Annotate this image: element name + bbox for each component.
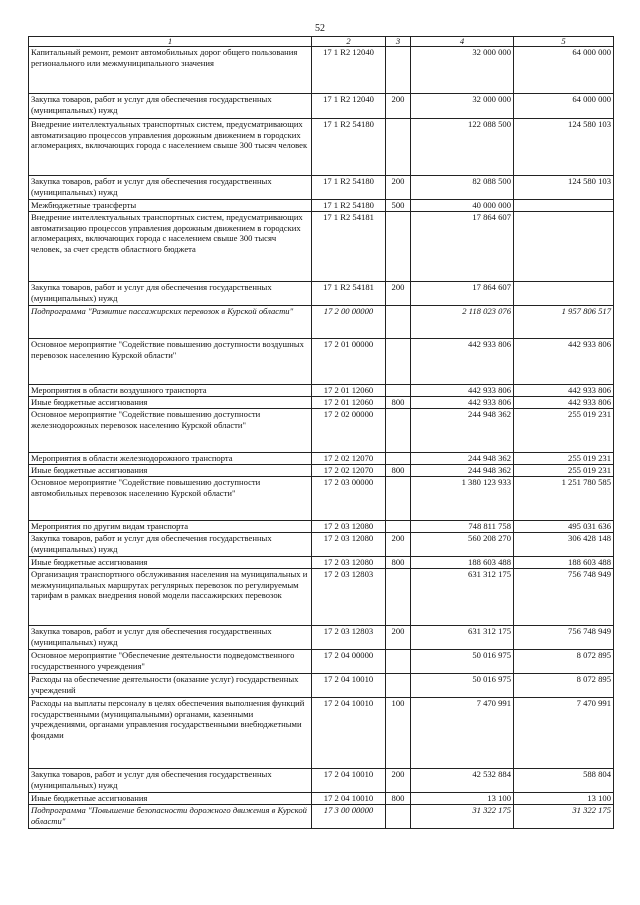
table-row [29, 47, 614, 94]
table-row [29, 306, 614, 339]
row-name: Расходы на выплаты персоналу в целях обеспечения выполнения функций государственными (муниципальными) органами, казенными учреждениями, органами управления государственными внебюджетными фондами [29, 698, 312, 769]
row-amount-year-2: 64 000 000 [514, 47, 614, 94]
row-code: 17 2 02 12070 [312, 453, 386, 465]
row-code: 17 1 R2 12040 [312, 94, 386, 119]
row-code: 17 1 R2 54180 [312, 176, 386, 200]
row-amount-year-1: 442 933 806 [411, 339, 514, 385]
row-amount-year-2: 1 957 806 517 [514, 306, 614, 339]
row-amount-year-2: 495 031 636 [514, 521, 614, 533]
row-name: Мероприятия по другим видам транспорта [29, 521, 312, 533]
row-name: Иные бюджетные ассигнования [29, 793, 312, 805]
row-amount-year-1: 631 312 175 [411, 626, 514, 650]
row-expense-type: 800 [386, 793, 411, 805]
row-amount-year-2 [514, 282, 614, 306]
table-row [29, 119, 614, 176]
row-expense-type: 800 [386, 465, 411, 477]
row-amount-year-1: 17 864 607 [411, 212, 514, 282]
row-amount-year-1: 7 470 991 [411, 698, 514, 769]
row-code: 17 1 R2 54181 [312, 282, 386, 306]
table-row [29, 650, 614, 674]
row-code: 17 2 02 12070 [312, 465, 386, 477]
table-row [29, 212, 614, 282]
row-amount-year-1: 442 933 806 [411, 385, 514, 397]
row-amount-year-2: 64 000 000 [514, 94, 614, 119]
table-row [29, 805, 614, 829]
row-amount-year-1: 42 532 884 [411, 769, 514, 793]
row-code: 17 1 R2 12040 [312, 47, 386, 94]
row-expense-type: 200 [386, 769, 411, 793]
row-code: 17 2 04 00000 [312, 650, 386, 674]
table-row [29, 793, 614, 805]
row-amount-year-2: 756 748 949 [514, 626, 614, 650]
row-expense-type [386, 119, 411, 176]
table-row [29, 94, 614, 119]
header-row [29, 37, 614, 47]
row-code: 17 2 03 12080 [312, 521, 386, 533]
row-code: 17 2 02 00000 [312, 409, 386, 453]
row-amount-year-1: 244 948 362 [411, 465, 514, 477]
table-row [29, 282, 614, 306]
row-code: 17 2 01 12060 [312, 385, 386, 397]
row-name: Закупка товаров, работ и услуг для обеспечения государственных (муниципальных) нужд [29, 769, 312, 793]
row-amount-year-1: 31 322 175 [411, 805, 514, 829]
table-row [29, 557, 614, 569]
row-expense-type [386, 569, 411, 626]
row-amount-year-1: 244 948 362 [411, 409, 514, 453]
row-amount-year-2: 124 580 103 [514, 176, 614, 200]
row-amount-year-1: 442 933 806 [411, 397, 514, 409]
row-amount-year-1: 122 088 500 [411, 119, 514, 176]
table-row [29, 674, 614, 698]
row-expense-type: 200 [386, 176, 411, 200]
row-expense-type: 200 [386, 94, 411, 119]
row-code: 17 2 04 10010 [312, 769, 386, 793]
row-name: Основное мероприятие "Содействие повышению доступности железнодорожных перевозок населению Курской области" [29, 409, 312, 453]
row-code: 17 2 04 10010 [312, 674, 386, 698]
row-name: Внедрение интеллектуальных транспортных систем, предусматривающих автоматизацию процессов управления дорожным движением в городских агломерациях, включающих города с населением свыше 300 тысяч человек [29, 119, 312, 176]
column-header: 1 [29, 37, 312, 47]
row-expense-type: 800 [386, 557, 411, 569]
row-expense-type [386, 306, 411, 339]
row-name: Иные бюджетные ассигнования [29, 557, 312, 569]
row-amount-year-2: 1 251 780 585 [514, 477, 614, 521]
row-code: 17 2 03 12803 [312, 626, 386, 650]
row-expense-type [386, 650, 411, 674]
row-amount-year-1: 17 864 607 [411, 282, 514, 306]
row-amount-year-1: 631 312 175 [411, 569, 514, 626]
table-row [29, 626, 614, 650]
row-expense-type: 100 [386, 698, 411, 769]
row-name: Капитальный ремонт, ремонт автомобильных дорог общего пользования регионального или межмуниципального значения [29, 47, 312, 94]
row-code: 17 2 01 12060 [312, 397, 386, 409]
row-expense-type: 500 [386, 200, 411, 212]
table-row [29, 569, 614, 626]
row-amount-year-2: 255 019 231 [514, 409, 614, 453]
table-row [29, 769, 614, 793]
row-code: 17 1 R2 54181 [312, 212, 386, 282]
row-amount-year-2: 255 019 231 [514, 465, 614, 477]
row-name: Организация транспортного обслуживания населения на муниципальных и межмуниципальных маршрутах регулярных перевозок по регулируемым тарифам в рамках внедрения новой модели пассажирских перевозок [29, 569, 312, 626]
row-amount-year-1: 2 118 023 076 [411, 306, 514, 339]
row-expense-type [386, 674, 411, 698]
row-amount-year-1: 188 603 488 [411, 557, 514, 569]
row-amount-year-2: 442 933 806 [514, 385, 614, 397]
row-name: Иные бюджетные ассигнования [29, 397, 312, 409]
row-name: Основное мероприятие "Содействие повышению доступности автомобильных перевозок населению Курской области" [29, 477, 312, 521]
row-expense-type [386, 477, 411, 521]
table-row [29, 409, 614, 453]
row-amount-year-2: 124 580 103 [514, 119, 614, 176]
row-amount-year-2: 588 804 [514, 769, 614, 793]
row-amount-year-1: 32 000 000 [411, 47, 514, 94]
row-amount-year-2 [514, 212, 614, 282]
budget-table [28, 36, 614, 829]
row-name: Закупка товаров, работ и услуг для обеспечения государственных (муниципальных) нужд [29, 94, 312, 119]
row-expense-type [386, 805, 411, 829]
row-code: 17 1 R2 54180 [312, 119, 386, 176]
row-code: 17 3 00 00000 [312, 805, 386, 829]
row-name: Мероприятия в области железнодорожного транспорта [29, 453, 312, 465]
row-amount-year-1: 40 000 000 [411, 200, 514, 212]
row-code: 17 1 R2 54180 [312, 200, 386, 212]
row-code: 17 2 00 00000 [312, 306, 386, 339]
column-header: 3 [386, 37, 411, 47]
row-code: 17 2 03 00000 [312, 477, 386, 521]
row-code: 17 2 03 12803 [312, 569, 386, 626]
row-amount-year-2: 188 603 488 [514, 557, 614, 569]
column-header: 2 [312, 37, 386, 47]
row-name: Мероприятия в области воздушного транспорта [29, 385, 312, 397]
row-amount-year-2: 442 933 806 [514, 397, 614, 409]
row-name: Закупка товаров, работ и услуг для обеспечения государственных (муниципальных) нужд [29, 533, 312, 557]
table-row [29, 698, 614, 769]
table-row [29, 200, 614, 212]
row-amount-year-1: 13 100 [411, 793, 514, 805]
table-row [29, 385, 614, 397]
row-expense-type [386, 47, 411, 94]
row-expense-type [386, 339, 411, 385]
row-name: Внедрение интеллектуальных транспортных систем, предусматривающих автоматизацию процессов управления дорожным движением в городских агломерациях, включающих города с населением свыше 300 тысяч человек, за счет средств областного бюджета [29, 212, 312, 282]
page-number: 52 [315, 23, 325, 34]
row-amount-year-2: 8 072 895 [514, 674, 614, 698]
row-amount-year-1: 1 380 123 933 [411, 477, 514, 521]
row-amount-year-2: 306 428 148 [514, 533, 614, 557]
row-code: 17 2 03 12080 [312, 557, 386, 569]
table-row [29, 453, 614, 465]
row-amount-year-2: 13 100 [514, 793, 614, 805]
row-expense-type [386, 453, 411, 465]
row-amount-year-1: 50 016 975 [411, 674, 514, 698]
row-amount-year-2: 255 019 231 [514, 453, 614, 465]
row-name: Подпрограмма "Развитие пассажирских перевозок в Курской области" [29, 306, 312, 339]
row-name: Расходы на обеспечение деятельности (оказание услуг) государственных учреждений [29, 674, 312, 698]
column-header: 4 [411, 37, 514, 47]
row-code: 17 2 01 00000 [312, 339, 386, 385]
row-amount-year-2: 8 072 895 [514, 650, 614, 674]
row-amount-year-1: 82 088 500 [411, 176, 514, 200]
row-code: 17 2 04 10010 [312, 793, 386, 805]
row-name: Основное мероприятие "Содействие повышению доступности воздушных перевозок населению Курской области" [29, 339, 312, 385]
row-amount-year-1: 560 208 270 [411, 533, 514, 557]
row-name: Подпрограмма "Повышение безопасности дорожного движения в Курской области" [29, 805, 312, 829]
table-row [29, 176, 614, 200]
table-row [29, 533, 614, 557]
row-name: Основное мероприятие "Обеспечение деятельности подведомственного государственного учреждения" [29, 650, 312, 674]
row-amount-year-1: 244 948 362 [411, 453, 514, 465]
row-expense-type [386, 385, 411, 397]
row-amount-year-1: 50 016 975 [411, 650, 514, 674]
table-row [29, 477, 614, 521]
row-name: Иные бюджетные ассигнования [29, 465, 312, 477]
row-name: Межбюджетные трансферты [29, 200, 312, 212]
table-row [29, 339, 614, 385]
row-expense-type: 800 [386, 397, 411, 409]
row-expense-type: 200 [386, 533, 411, 557]
row-amount-year-2: 31 322 175 [514, 805, 614, 829]
row-name: Закупка товаров, работ и услуг для обеспечения государственных (муниципальных) нужд [29, 176, 312, 200]
row-amount-year-1: 32 000 000 [411, 94, 514, 119]
row-expense-type [386, 212, 411, 282]
table-row [29, 521, 614, 533]
table-row [29, 465, 614, 477]
row-expense-type [386, 409, 411, 453]
row-amount-year-1: 748 811 758 [411, 521, 514, 533]
row-code: 17 2 03 12080 [312, 533, 386, 557]
row-expense-type: 200 [386, 626, 411, 650]
row-expense-type: 200 [386, 282, 411, 306]
table-row [29, 397, 614, 409]
row-name: Закупка товаров, работ и услуг для обеспечения государственных (муниципальных) нужд [29, 282, 312, 306]
row-code: 17 2 04 10010 [312, 698, 386, 769]
row-amount-year-2: 442 933 806 [514, 339, 614, 385]
row-amount-year-2 [514, 200, 614, 212]
row-expense-type [386, 521, 411, 533]
column-header: 5 [514, 37, 614, 47]
row-amount-year-2: 7 470 991 [514, 698, 614, 769]
row-name: Закупка товаров, работ и услуг для обеспечения государственных (муниципальных) нужд [29, 626, 312, 650]
row-amount-year-2: 756 748 949 [514, 569, 614, 626]
